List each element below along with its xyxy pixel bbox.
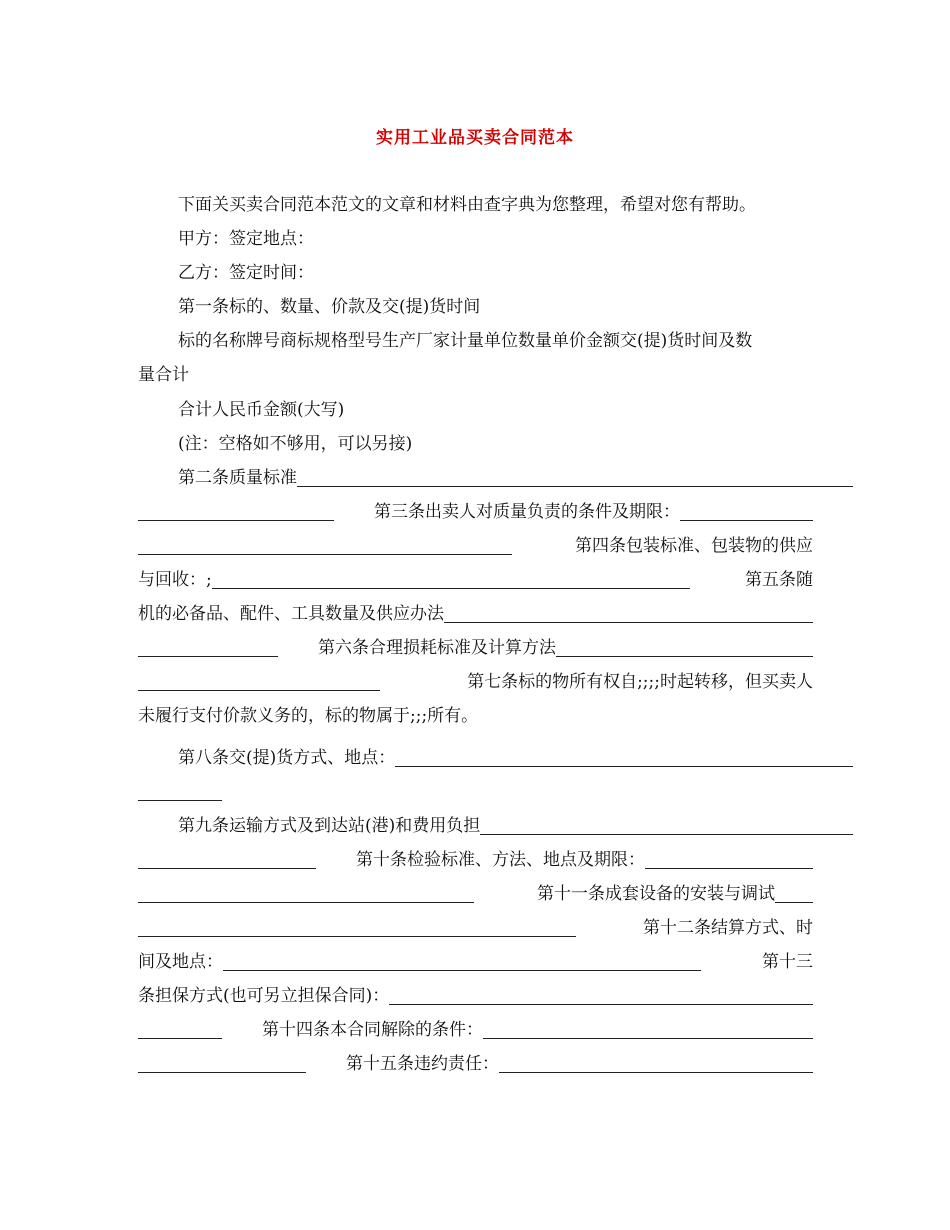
article-6-line — [138, 631, 813, 665]
blank-underline — [223, 970, 701, 971]
total-amount-line — [138, 393, 853, 427]
article-7-text: 第七条标的物所有权自;;;;时起转移，但买卖人 — [467, 672, 813, 692]
blank-underline — [138, 1038, 222, 1039]
article-8-blank-line — [138, 775, 813, 809]
document-title: 实用工业品买卖合同范本 — [376, 128, 574, 148]
article-7-continued-line — [138, 699, 813, 733]
blank-underline — [138, 690, 380, 691]
blank-underline — [138, 1072, 306, 1073]
party-b-text: 乙方：签定时间： — [178, 263, 314, 283]
article-5-text: 第五条随 — [745, 570, 813, 590]
party-b-line — [138, 256, 853, 290]
article-10-text: 第十条检验标准、方法、地点及期限： — [356, 850, 645, 870]
article-7-text-continued: 未履行支付价款义务的，标的物属于;;;所有。 — [138, 706, 479, 726]
blank-underline — [212, 588, 690, 589]
article-6-text: 第六条合理损耗标准及计算方法 — [318, 638, 556, 658]
intro-text: 下面关买卖合同范本范文的文章和材料由查字典为您整理，希望对您有帮助。 — [178, 195, 756, 215]
article-14-text: 第十四条本合同解除的条件： — [262, 1020, 483, 1040]
article-4-continued-line — [138, 563, 813, 597]
note-text: (注：空格如不够用，可以另接) — [178, 434, 413, 454]
article-4-line — [138, 529, 813, 563]
article-1-fields-text-2: 量合计 — [138, 365, 189, 385]
article-3-text: 第三条出卖人对质量负责的条件及期限： — [374, 502, 680, 522]
blank-underline — [138, 902, 474, 903]
blank-underline — [138, 554, 512, 555]
total-amount-text: 合计人民币金额(大写) — [178, 400, 345, 420]
article-7-line — [138, 665, 813, 699]
article-5-continued-line — [138, 597, 813, 631]
article-13-continued-line — [138, 979, 813, 1013]
article-1-fields-line — [138, 324, 853, 358]
article-10-line — [138, 843, 813, 877]
article-13-text: 第十三 — [762, 952, 813, 972]
blank-underline — [138, 656, 278, 657]
blank-underline — [297, 486, 853, 487]
article-12-text-continued: 间及地点： — [138, 952, 223, 972]
article-13-text-continued: 条担保方式(也可另立担保合同)： — [138, 986, 390, 1006]
article-2-line — [138, 461, 853, 495]
article-12-line — [138, 911, 813, 945]
article-15-line — [138, 1047, 813, 1081]
blank-underline — [389, 1004, 813, 1005]
blank-underline — [480, 834, 853, 835]
article-12-continued-line — [138, 945, 813, 979]
blank-underline — [138, 868, 316, 869]
blank-underline — [775, 902, 813, 903]
article-11-line — [138, 877, 813, 911]
article-9-text: 第九条运输方式及到达站(港)和费用负担 — [178, 816, 481, 836]
article-4-text: 第四条包装标准、包装物的供应 — [575, 536, 813, 556]
article-1-heading-text: 第一条标的、数量、价款及交(提)货时间 — [178, 297, 481, 317]
article-4-text-continued: 与回收：; — [138, 570, 212, 590]
article-3-line — [138, 495, 813, 529]
blank-underline — [556, 656, 813, 657]
blank-underline — [645, 868, 813, 869]
blank-underline — [444, 622, 813, 623]
blank-underline — [138, 800, 222, 801]
article-1-fields-line-2 — [138, 358, 813, 392]
blank-underline — [395, 766, 853, 767]
blank-underline — [483, 1038, 813, 1039]
article-14-line — [138, 1013, 813, 1047]
intro-paragraph — [138, 188, 853, 222]
note-line — [138, 427, 853, 461]
article-9-line — [138, 809, 853, 843]
article-8-text: 第八条交(提)货方式、地点： — [178, 748, 396, 768]
article-8-line — [138, 741, 853, 775]
article-1-fields-text: 标的名称牌号商标规格型号生产厂家计量单位数量单价金额交(提)货时间及数 — [178, 331, 753, 351]
party-a-text: 甲方：签定地点： — [178, 229, 314, 249]
article-5-text-continued: 机的必备品、配件、工具数量及供应办法 — [138, 604, 444, 624]
article-1-heading — [138, 290, 853, 324]
blank-underline — [680, 520, 813, 521]
article-2-text: 第二条质量标准 — [178, 468, 297, 488]
party-a-line — [138, 222, 853, 256]
article-12-text: 第十二条结算方式、时 — [643, 918, 813, 938]
article-15-text: 第十五条违约责任： — [346, 1054, 499, 1074]
article-11-text: 第十一条成套设备的安装与调试 — [537, 884, 775, 904]
blank-underline — [138, 520, 334, 521]
blank-underline — [499, 1072, 813, 1073]
blank-underline — [138, 936, 576, 937]
